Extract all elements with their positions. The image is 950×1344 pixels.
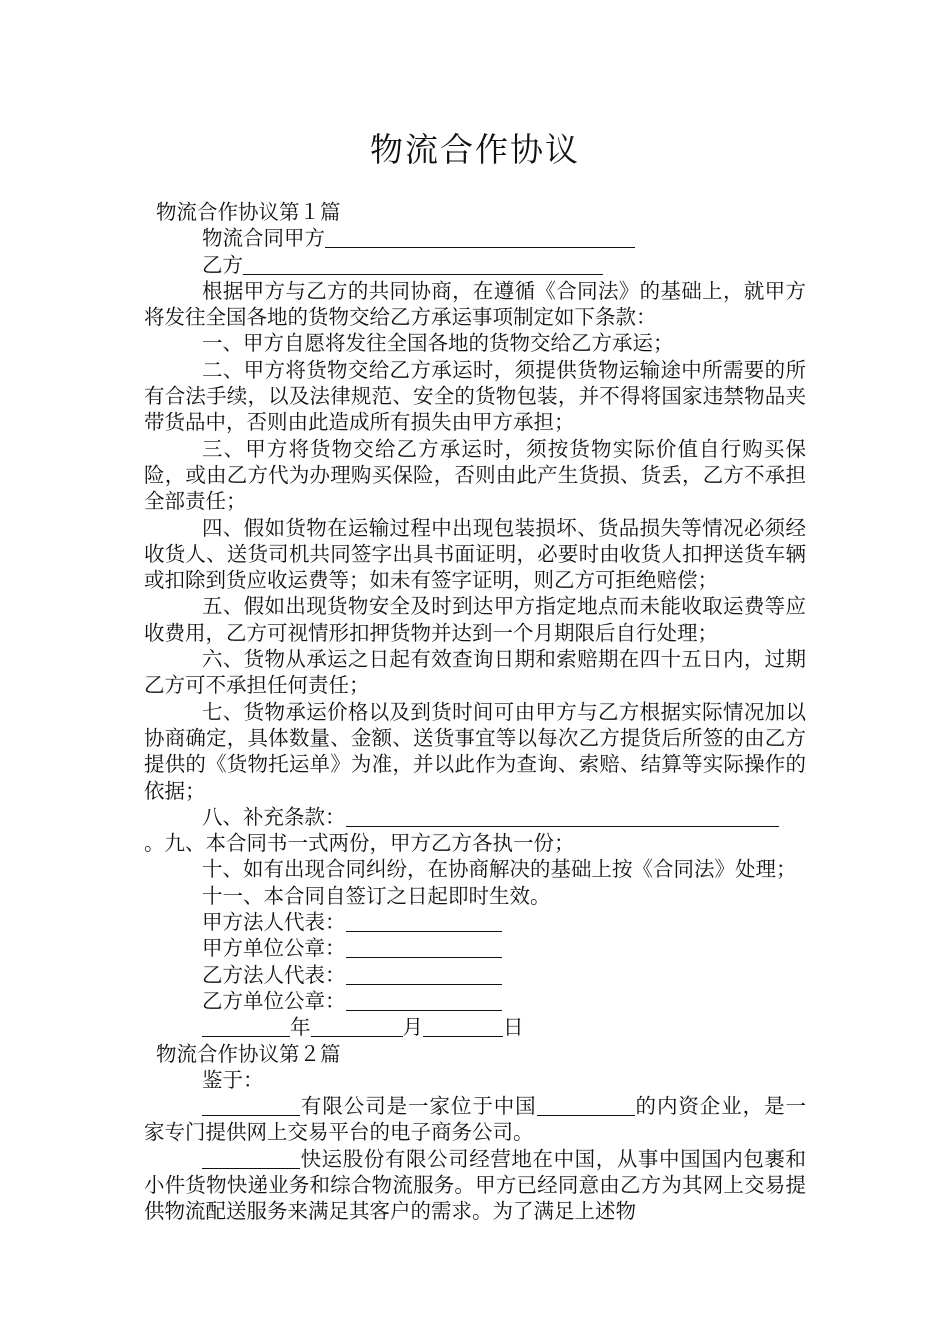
document-body (144, 199, 806, 1225)
signature-blank (346, 937, 502, 959)
section-heading-1: 物流合作协议第１篇 (156, 200, 341, 224)
signature-label: 甲方法人代表： (202, 910, 346, 935)
clause-10: 十、如有出现合同纠纷，在协商解决的基础上按《合同法》处理； (202, 857, 797, 882)
section-heading-2: 物流合作协议第２篇 (156, 1041, 341, 1066)
month-blank (311, 1016, 403, 1038)
party-a-line (144, 225, 806, 251)
year-blank (202, 1016, 290, 1038)
signature-blank (346, 911, 502, 933)
clause-1: 一、甲方自愿将发往全国各地的货物交给乙方承运； (202, 331, 674, 356)
party-b-line (144, 252, 806, 278)
whereas-1-text-b: 的内资企业，是一家专门提供网上交易平台的电子商务公司。 (144, 1094, 807, 1145)
whereas-paragraph-1 (144, 1093, 806, 1146)
signature-line (144, 935, 806, 961)
signature-label: 乙方单位公章： (202, 988, 346, 1013)
clause-8-blank (346, 805, 779, 827)
day-blank (423, 1016, 503, 1038)
whereas-label: 鉴于： (202, 1067, 264, 1092)
clause-3: 三、甲方将货物交给乙方承运时，须按货物实际价值自行购买保险，或由乙方代为办理购买保险，否则由此产生货损、货丢，乙方不承担全部责任； (144, 436, 806, 514)
intro-paragraph: 根据甲方与乙方的共同协商，在遵循《合同法》的基础上，就甲方将发往全国各地的货物交给乙方承运事项制定如下条款： (144, 278, 806, 330)
whereas-2-text: 快运股份有限公司经营地在中国，从事中国国内包裹和小件货物快递业务和综合物流服务。甲方已经同意由乙方为其网上交易提供物流配送服务来满足其客户的需求。为了满足上述物 (144, 1146, 806, 1224)
party-a-label: 物流合同甲方 (202, 226, 325, 251)
party-a-blank (325, 227, 635, 249)
party-b-label: 乙方 (202, 252, 243, 277)
year-label: 年 (290, 1015, 311, 1040)
whereas-paragraph-2 (144, 1146, 806, 1225)
clause-6: 六、货物从承运之日起有效查询日期和索赔期在四十五日内，过期乙方可不承担任何责任； (144, 647, 806, 698)
clause-2: 二、甲方将货物交给乙方承运时，须提供货物运输途中所需要的所有合法手续，以及法律规范、安全的货物包装，并不得将国家违禁物品夹带货品中，否则由此造成所有损失由甲方承担； (144, 357, 806, 435)
clause-7: 七、货物承运价格以及到货时间可由甲方与乙方根据实际情况加以协商确定，具体数量、金额、送货事宜等以每次乙方提货后所签的由乙方提供的《货物托运单》为准，并以此作为查询、索赔、结算等实际操作的依据； (144, 699, 806, 803)
clause-4: 四、假如货物在运输过程中出现包装损坏、货品损失等情况必须经收货人、送货司机共同签字出具书面证明，必要时由收货人扣押送货车辆或扣除到货应收运费等；如未有签字证明，则乙方可拒绝赔偿； (144, 515, 806, 593)
signature-line (144, 988, 806, 1014)
signature-blank (346, 963, 502, 985)
company-blank (202, 1095, 300, 1117)
clause-11: 十一、本合同自签订之日起即时生效。 (202, 883, 551, 908)
day-label: 日 (503, 1015, 524, 1040)
signature-line (144, 962, 806, 988)
clause-8-label: 八、补充条款： (202, 804, 346, 829)
clause-8 (144, 804, 806, 830)
signature-label: 乙方法人代表： (202, 962, 346, 987)
clause-9: 。九、本合同书一式两份，甲方乙方各执一份； (144, 831, 575, 856)
signature-label: 甲方单位公章： (202, 936, 346, 961)
clause-5: 五、假如出现货物安全及时到达甲方指定地点而未能收取运费等应收费用，乙方可视情形扣押货物并达到一个月期限后自行处理； (144, 594, 806, 645)
date-line (144, 1014, 806, 1040)
whereas-1-text-a: 有限公司是一家位于中国 (300, 1094, 537, 1119)
signature-line (144, 909, 806, 935)
document-title: 物流合作协议 (370, 130, 580, 169)
month-label: 月 (402, 1015, 423, 1040)
location-blank (537, 1095, 635, 1117)
signature-blank (346, 989, 502, 1011)
carrier-blank (202, 1147, 300, 1169)
party-b-blank (243, 253, 603, 275)
